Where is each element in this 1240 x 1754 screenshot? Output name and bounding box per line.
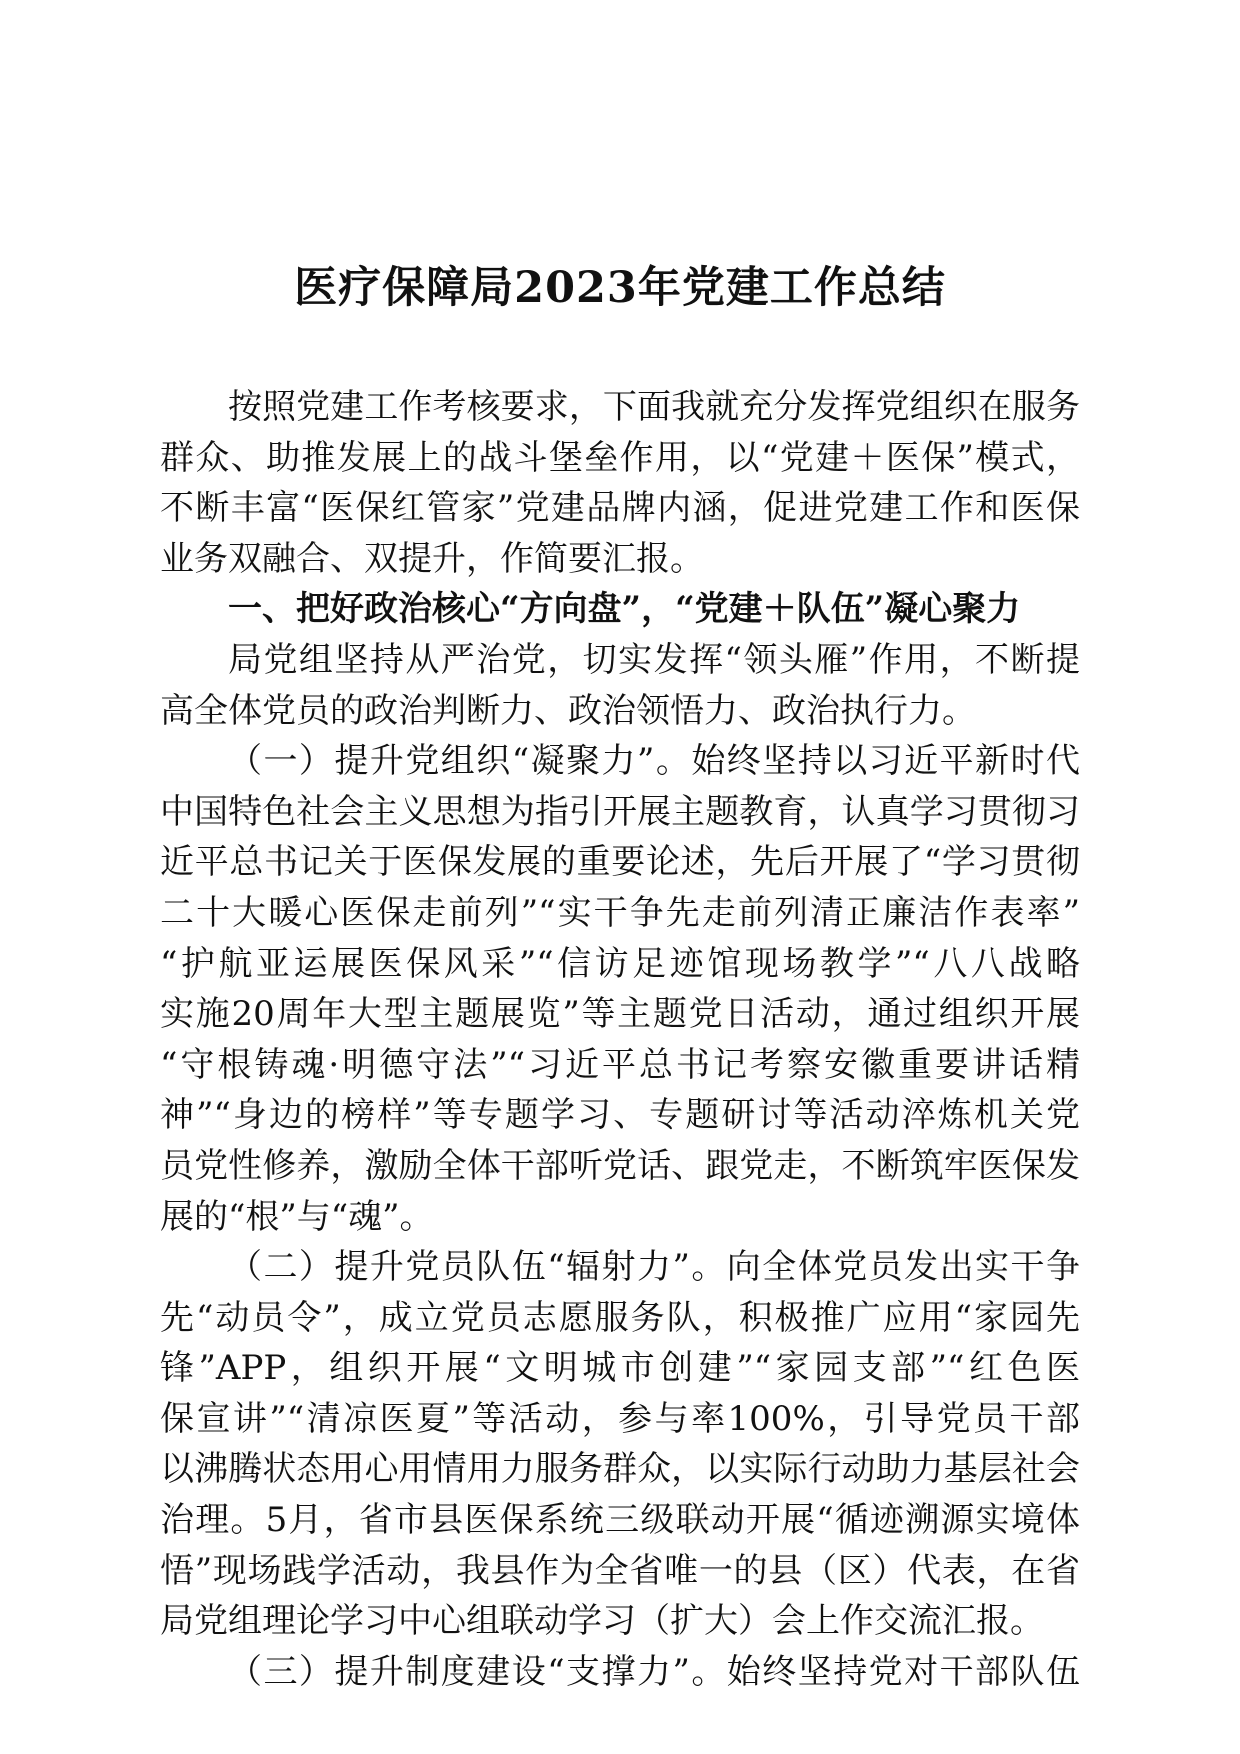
text-line: 高全体党员的政治判断力、政治领悟力、政治执行力。 [160, 690, 976, 731]
text-line: 近平总书记关于医保发展的重要论述，先后开展了“学习贯彻 [160, 842, 1080, 883]
text-line: 实施20周年大型主题展览”等主题党日活动，通过组织开展 [160, 994, 1080, 1035]
subsection-line: （一）提升党组织“凝聚力”。始终坚持以习近平新时代 [228, 741, 1080, 782]
text-line: “守根铸魂·明德守法”“习近平总书记考察安徽重要讲话精 [160, 1044, 1080, 1085]
text-line: 中国特色社会主义思想为指引开展主题教育，认真学习贯彻习 [160, 791, 1080, 832]
section-heading: 一、把好政治核心“方向盘”，“党建＋队伍”凝心聚力 [228, 589, 1021, 630]
text-line: 以沸腾状态用心用情用力服务群众，以实际行动助力基层社会 [160, 1449, 1080, 1490]
document-title: 医疗保障局2023年党建工作总结 [294, 263, 946, 313]
subsection-line: （二）提升党员队伍“辐射力”。向全体党员发出实干争 [228, 1247, 1080, 1288]
text-line: 二十大暖心医保走前列”“实干争先走前列清正廉洁作表率” [160, 892, 1080, 933]
document-page [160, 0, 1080, 1754]
text-line: 局党组坚持从严治党，切实发挥“领头雁”作用，不断提 [228, 639, 1080, 680]
text-line: 治理。5月，省市县医保系统三级联动开展“循迹溯源实境体 [160, 1500, 1080, 1541]
text-line: 局党组理论学习中心组联动学习（扩大）会上作交流汇报。 [160, 1601, 1044, 1642]
text-line: 展的“根”与“魂”。 [160, 1196, 434, 1237]
text-line: “护航亚运展医保风采”“信访足迹馆现场教学”“八八战略 [160, 943, 1080, 984]
text-line: 锋”APP，组织开展“文明城市创建”“家园支部”“红色医 [160, 1348, 1080, 1389]
text-line: 员党性修养，激励全体干部听党话、跟党走，不断筑牢医保发 [160, 1145, 1080, 1186]
text-line: 神”“身边的榜样”等专题学习、专题研讨等活动淬炼机关党 [160, 1095, 1080, 1136]
text-line: 保宣讲”“清凉医夏”等活动，参与率100%，引导党员干部 [160, 1398, 1080, 1439]
text-line: 不断丰富“医保红管家”党建品牌内涵，促进党建工作和医保 [160, 488, 1080, 529]
text-line: 群众、助推发展上的战斗堡垒作用，以“党建＋医保”模式， [160, 437, 1080, 478]
document-body [160, 382, 1080, 1697]
text-line: 业务双融合、双提升，作简要汇报。 [160, 538, 704, 579]
subsection-line: （三）提升制度建设“支撑力”。始终坚持党对干部队伍 [228, 1651, 1080, 1692]
text-line: 悟”现场践学活动，我县作为全省唯一的县（区）代表，在省 [160, 1550, 1080, 1591]
text-line: 按照党建工作考核要求，下面我就充分发挥党组织在服务 [228, 387, 1080, 427]
text-line: 先“动员令”，成立党员志愿服务队，积极推广应用“家园先 [160, 1297, 1080, 1338]
